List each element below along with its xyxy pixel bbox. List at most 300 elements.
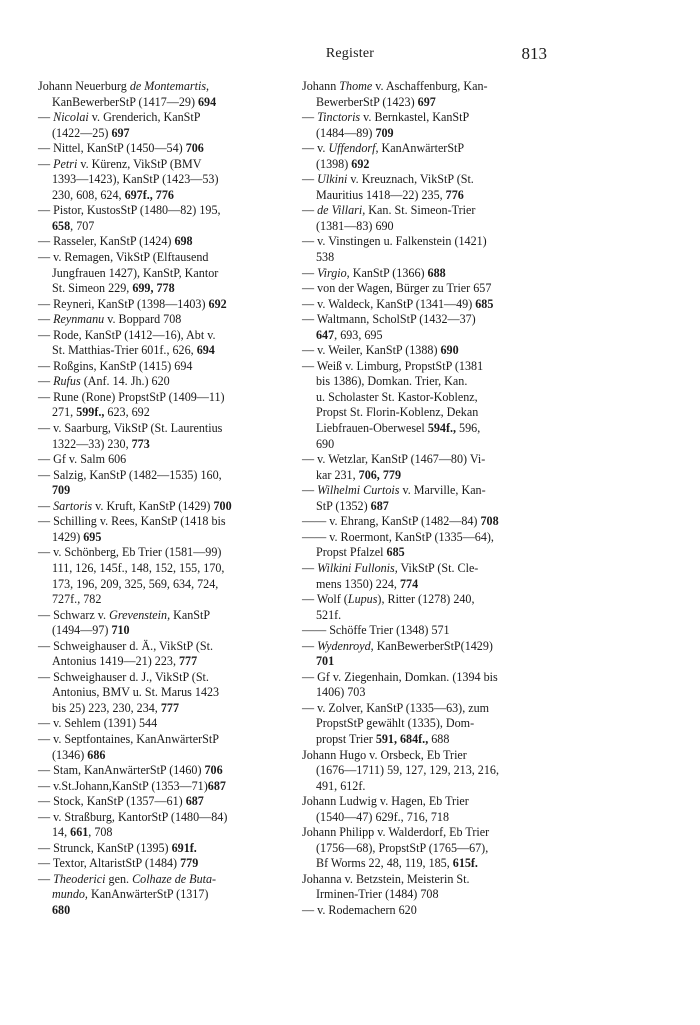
register-entry: [302, 685, 561, 701]
italic-name: Wilhelmi Curtois: [317, 483, 400, 498]
register-line: [38, 623, 296, 639]
page-reference: 690: [440, 343, 459, 358]
entry-text: 538: [316, 250, 335, 265]
entry-text: Johann Neuerburg: [38, 79, 130, 93]
register-entry: [302, 266, 561, 282]
register-entry: [302, 841, 561, 857]
page-reference: 701: [316, 654, 335, 669]
register-line: [302, 608, 561, 624]
register-entry: [38, 794, 296, 810]
entry-text: 1393—1423), KanStP (1423—53): [52, 172, 219, 187]
entry-text: Irminen-Trier (1484) 708: [316, 887, 439, 902]
entry-text: StP (1352): [316, 498, 371, 513]
register-entry: [38, 157, 296, 173]
page-header: [0, 44, 700, 66]
page-reference: 658: [52, 218, 71, 233]
register-entry: [38, 110, 296, 126]
register-entry: [38, 126, 296, 142]
register-line: [38, 250, 296, 266]
register-entry: [38, 468, 296, 484]
register-line: [302, 234, 561, 250]
register-entry: [302, 561, 561, 577]
entry-text: — Rune (Rone) PropstStP (1409—11): [38, 389, 225, 404]
entry-text: bis 25) 223, 230, 234,: [52, 700, 161, 715]
entry-text: (1484—89): [316, 125, 376, 140]
entry-text: — Nittel, KanStP (1450—54): [38, 141, 186, 156]
entry-text: (1756—68), PropstStP (1765—67),: [316, 840, 489, 855]
page-reference: 697: [417, 94, 436, 109]
entry-text: , 708: [88, 825, 113, 840]
italic-name: Thome: [339, 79, 373, 93]
entry-text: (1398): [316, 156, 352, 171]
entry-text: 1322—33) 230,: [52, 436, 132, 451]
entry-text: v. Kreuznach, VikStP (St.: [347, 172, 474, 187]
entry-text: Bf Worms 22, 48, 119, 185,: [316, 856, 453, 871]
register-entry: [38, 95, 296, 111]
entry-text: — v. Schönberg, Eb Trier (1581—99): [38, 545, 222, 560]
register-entry: [38, 188, 296, 204]
register-entry: [302, 654, 561, 670]
register-entry: [302, 514, 561, 530]
entry-text: v. Marville, Kan-: [399, 483, 486, 498]
register-entry: [302, 95, 561, 111]
entry-text: 623, 692: [104, 405, 150, 420]
page-reference: 695: [83, 529, 102, 544]
page-reference: 691f.: [171, 840, 197, 855]
italic-name: Rufus: [53, 374, 81, 389]
entry-text: —— v. Roermont, KanStP (1335—64),: [302, 529, 494, 544]
register-line: [302, 95, 561, 111]
register-line: [38, 188, 296, 204]
register-entry: [302, 530, 561, 546]
entry-text: —: [302, 110, 318, 125]
register-entry: [38, 281, 296, 297]
page-reference: 706: [185, 141, 204, 156]
right-column: [302, 79, 561, 919]
register-entry: [38, 779, 296, 795]
register-line: [38, 266, 296, 282]
page-reference: 692: [351, 156, 370, 171]
entry-text: propst Trier: [316, 731, 376, 746]
entry-text: , 707: [70, 218, 95, 233]
italic-name: de Montemartis,: [129, 79, 210, 93]
register-entry: [302, 297, 561, 313]
register-entry: [38, 374, 296, 390]
register-entry: [302, 203, 561, 219]
entry-text: (1540—47) 629f., 716, 718: [316, 809, 450, 824]
register-entry: [38, 639, 296, 655]
page-reference: 774: [399, 576, 419, 591]
entry-text: Antonius, BMV u. St. Marus 1423: [52, 685, 220, 700]
entry-text: 727f., 782: [52, 592, 102, 607]
register-entry: [302, 701, 561, 717]
entry-text: (1494—97): [52, 623, 112, 638]
entry-text: BewerberStP (1423): [316, 94, 418, 109]
entry-text: — v. Saarburg, VikStP (St. Laurentius: [38, 421, 223, 436]
page-reference: 700: [213, 498, 232, 513]
register-entry: [38, 654, 296, 670]
page-reference: 680: [52, 902, 71, 917]
page-reference: 647: [316, 327, 335, 342]
italic-name: Wilkini Fullonis,: [317, 560, 398, 575]
register-entry: [302, 110, 561, 126]
register-entry: [302, 483, 561, 499]
register-line: [302, 188, 561, 204]
register-line: [38, 794, 296, 810]
page-reference: 599f.,: [76, 405, 105, 420]
italic-name: Grevenstein,: [109, 607, 171, 622]
entry-text: Johann Hugo v. Orsbeck, Eb Trier: [302, 747, 467, 762]
entry-text: 1429): [52, 529, 84, 544]
register-line: [38, 685, 296, 701]
entry-text: —— Schöffe Trier (1348) 571: [302, 623, 450, 638]
register-entry: [302, 639, 561, 655]
register-entry: [302, 810, 561, 826]
entry-text: —: [38, 498, 54, 513]
entry-text: (1676—1711) 59, 127, 129, 213, 216,: [316, 763, 499, 778]
register-entry: [38, 437, 296, 453]
register-entry: [38, 250, 296, 266]
register-line: [302, 126, 561, 142]
register-line: [38, 499, 296, 515]
entry-text: 1406) 703: [316, 685, 366, 700]
register-entry: [38, 405, 296, 421]
register-line: [38, 748, 296, 764]
register-line: [302, 281, 561, 297]
register-entry: [38, 872, 296, 888]
entry-text: — v. Weiler, KanStP (1388): [302, 343, 441, 358]
page-reference: 776: [445, 187, 464, 202]
register-line: [38, 203, 296, 219]
running-title: Register: [325, 46, 375, 61]
register-entry: [38, 732, 296, 748]
entry-text: —: [38, 110, 54, 125]
entry-text: — v. Septfontaines, KanAnwärterStP: [38, 731, 219, 746]
entry-text: — v.St.Johann,KanStP (1353—71): [38, 778, 208, 793]
register-line: [302, 250, 561, 266]
register-entry: [302, 887, 561, 903]
register-line: [38, 374, 296, 390]
entry-text: —: [38, 374, 54, 389]
entry-text: — Salzig, KanStP (1482—1535) 160,: [38, 467, 222, 482]
register-line: [38, 95, 296, 111]
register-line: [302, 219, 561, 235]
entry-text: 491, 612f.: [316, 778, 366, 793]
register-line: [302, 732, 561, 748]
register-entry: [302, 716, 561, 732]
register-entry: [38, 701, 296, 717]
register-line: [38, 421, 296, 437]
entry-text: — Schweighauser d. J., VikStP (St.: [38, 669, 209, 684]
entry-text: — Pistor, KustosStP (1480—82) 195,: [38, 203, 221, 218]
register-line: [38, 219, 296, 235]
register-line: [302, 483, 561, 499]
register-line: [38, 670, 296, 686]
entry-text: (1381—83) 690: [316, 218, 394, 233]
register-line: [38, 545, 296, 561]
register-line: [38, 763, 296, 779]
entry-text: KanStP (1366): [349, 265, 428, 280]
register-entry: [38, 297, 296, 313]
page-reference: 685: [386, 545, 405, 560]
register-entry: [302, 157, 561, 173]
page-reference: 708: [480, 514, 499, 529]
entry-text: mens 1350) 224,: [316, 576, 400, 591]
register-entry: [38, 514, 296, 530]
entry-text: 690: [316, 436, 335, 451]
entry-text: Johanna v. Betzstein, Meisterin St.: [302, 871, 470, 886]
page-reference: 615f.: [452, 856, 478, 871]
register-entry: [302, 390, 561, 406]
entry-text: — Stam, KanAnwärterStP (1460): [38, 763, 205, 778]
register-entry: [302, 141, 561, 157]
register-line: [302, 343, 561, 359]
page-reference: 697f., 776: [124, 187, 174, 202]
page-reference: 661: [70, 825, 89, 840]
page-reference: 594f.,: [427, 421, 457, 436]
register-line: [302, 561, 561, 577]
entry-text: (1346): [52, 747, 88, 762]
register-line: [302, 312, 561, 328]
register-line: [38, 639, 296, 655]
register-line: [302, 716, 561, 732]
register-line: [302, 592, 561, 608]
page-reference: 710: [111, 623, 130, 638]
entry-text: — v. Remagen, VikStP (Elftausend: [38, 250, 209, 265]
entry-text: bis 1386), Domkan. Trier, Kan.: [316, 374, 468, 389]
register-line: [38, 126, 296, 142]
register-line: [302, 172, 561, 188]
register-line: [302, 841, 561, 857]
entry-text: v. Bernkastel, KanStP: [360, 110, 470, 125]
page-reference: 692: [208, 296, 227, 311]
register-entry: [38, 530, 296, 546]
page-reference: 777: [178, 654, 198, 669]
entry-text: Johann Philipp v. Walderdorf, Eb Trier: [302, 825, 490, 840]
register-entry: [302, 359, 561, 375]
register-line: [302, 701, 561, 717]
entry-text: Kan. St. Simeon-Trier: [365, 203, 476, 218]
entry-text: — Reyneri, KanStP (1398—1403): [38, 296, 209, 311]
entry-text: — v. Rodemachern 620: [302, 902, 417, 917]
entry-text: — Weiß v. Limburg, PropstStP (1381: [302, 358, 484, 373]
entry-text: 111, 126, 145f., 148, 152, 155, 170,: [52, 560, 225, 575]
entry-text: Mauritius 1418—22) 235,: [316, 187, 446, 202]
register-entry: [302, 608, 561, 624]
italic-name: Uffendorf,: [328, 141, 379, 156]
register-line: [302, 779, 561, 795]
register-line: [38, 79, 296, 95]
register-entry: [302, 374, 561, 390]
register-line: [38, 110, 296, 126]
register-line: [302, 654, 561, 670]
register-line: [302, 545, 561, 561]
register-line: [38, 530, 296, 546]
entry-text: — von der Wagen, Bürger zu Trier 657: [302, 281, 492, 296]
register-entry: [38, 359, 296, 375]
register-line: [302, 825, 561, 841]
entry-text: — Schwarz v.: [38, 607, 110, 622]
entry-text: PropstStP gewählt (1335), Dom-: [316, 716, 475, 731]
entry-text: KanAnwärterStP (1317): [87, 887, 209, 902]
entry-text: kar 231,: [316, 467, 359, 482]
register-line: [302, 903, 561, 919]
register-line: [38, 716, 296, 732]
register-entry: [38, 887, 296, 903]
register-entry: [38, 903, 296, 919]
register-entry: [302, 421, 561, 437]
register-entry: [302, 670, 561, 686]
italic-name: Sartoris: [53, 498, 93, 513]
register-line: [302, 794, 561, 810]
entry-text: — Gf v. Ziegenhain, Domkan. (1394 bis: [302, 669, 498, 684]
register-line: [302, 887, 561, 903]
register-line: [302, 405, 561, 421]
register-entry: [38, 234, 296, 250]
register-entry: [38, 452, 296, 468]
register-line: [38, 887, 296, 903]
register-line: [302, 685, 561, 701]
entry-text: — Wolf (: [302, 592, 348, 607]
entry-text: v. Kruft, KanStP (1429): [92, 498, 214, 513]
entry-text: St. Simeon 229,: [52, 281, 133, 296]
register-entry: [302, 468, 561, 484]
register-entry: [38, 685, 296, 701]
register-entry: [38, 561, 296, 577]
entry-text: Propst St. Florin-Koblenz, Dekan: [316, 405, 479, 420]
register-entry: [38, 172, 296, 188]
entry-text: —: [302, 203, 318, 218]
italic-name: Tinctoris: [317, 110, 361, 125]
italic-name: Theoderici: [53, 871, 106, 886]
register-line: [302, 437, 561, 453]
italic-name: Lupus: [347, 592, 378, 607]
entry-text: — v. Vinstingen u. Falkenstein (1421): [302, 234, 487, 249]
register-entry: [302, 748, 561, 764]
register-entry: [302, 234, 561, 250]
entry-text: —: [38, 312, 54, 327]
entry-text: — v. Zolver, KanStP (1335—63), zum: [302, 700, 490, 715]
entry-text: Liebfrauen-Oberwesel: [316, 421, 428, 436]
register-line: [302, 141, 561, 157]
register-line: [302, 297, 561, 313]
entry-text: v. Aschaffenburg, Kan-: [372, 79, 488, 93]
register-line: [302, 577, 561, 593]
register-line: [302, 110, 561, 126]
register-entry: [38, 856, 296, 872]
page-reference: 686: [87, 747, 106, 762]
entry-text: — Rode, KanStP (1412—16), Abt v.: [38, 327, 216, 342]
entry-text: — Textor, AltaristStP (1484): [38, 856, 181, 871]
register-line: [302, 421, 561, 437]
entry-text: Johann Ludwig v. Hagen, Eb Trier: [302, 794, 469, 809]
register-line: [38, 701, 296, 717]
entry-text: KanStP: [170, 607, 211, 622]
register-line: [38, 841, 296, 857]
register-entry: [302, 577, 561, 593]
page-reference: 697: [111, 125, 130, 140]
page-reference: 591, 684f.,: [375, 731, 429, 746]
entry-text: 14,: [52, 825, 71, 840]
register-entry: [38, 203, 296, 219]
register-entry: [302, 623, 561, 639]
page-reference: 777: [160, 700, 179, 715]
register-entry: [38, 328, 296, 344]
register-entry: [38, 545, 296, 561]
register-entry: [302, 79, 561, 95]
register-entry: [38, 343, 296, 359]
register-entry: [302, 437, 561, 453]
register-line: [38, 903, 296, 919]
entry-text: — Strunck, KanStP (1395): [38, 840, 172, 855]
register-entry: [38, 390, 296, 406]
register-line: [302, 856, 561, 872]
italic-name: Wydenroyd,: [317, 638, 374, 653]
register-line: [38, 514, 296, 530]
entry-text: — v. Sehlem (1391) 544: [38, 716, 158, 731]
register-entry: [38, 421, 296, 437]
entry-text: (Anf. 14. Jh.) 620: [80, 374, 170, 389]
register-line: [38, 452, 296, 468]
entry-text: —: [302, 483, 318, 498]
entry-text: KanBewerberStP (1417—29): [52, 94, 198, 109]
page-reference: 694: [198, 94, 217, 109]
italic-name: Virgio,: [317, 265, 350, 280]
register-line: [38, 405, 296, 421]
register-entry: [38, 219, 296, 235]
page-number: 813: [521, 44, 547, 63]
register-line: [302, 623, 561, 639]
register-entry: [302, 872, 561, 888]
entry-text: —: [302, 638, 318, 653]
register-entry: [38, 577, 296, 593]
italic-name: Colhaze de Buta-: [132, 871, 217, 886]
register-entry: [302, 219, 561, 235]
page-reference: 773: [131, 436, 150, 451]
entry-text: Jungfrauen 1427), KanStP, Kantor: [52, 265, 219, 280]
register-line: [38, 732, 296, 748]
entry-text: v. Grenderich, KanStP: [88, 110, 201, 125]
register-entry: [38, 79, 296, 95]
register-entry: [302, 794, 561, 810]
entry-text: v. Boppard 708: [104, 312, 182, 327]
register-entry: [38, 825, 296, 841]
entry-text: — Waltmann, ScholStP (1432—37): [302, 312, 476, 327]
register-line: [38, 468, 296, 484]
register-line: [38, 390, 296, 406]
register-entry: [302, 825, 561, 841]
register-line: [302, 810, 561, 826]
register-entry: [302, 452, 561, 468]
register-line: [38, 608, 296, 624]
italic-name: Reynmanu: [53, 312, 105, 327]
entry-text: — v. Wetzlar, KanStP (1467—80) Vi-: [302, 452, 486, 467]
page-reference: 706, 779: [358, 467, 401, 482]
page-reference: 687: [370, 498, 389, 513]
register-entry: [302, 545, 561, 561]
italic-name: de Villari,: [317, 203, 366, 218]
entry-text: — v. Straßburg, KantorStP (1480—84): [38, 809, 228, 824]
register-entry: [302, 343, 561, 359]
entry-text: VikStP (St. Cle-: [397, 560, 479, 575]
entry-text: 596,: [456, 421, 481, 436]
register-entry: [38, 748, 296, 764]
entry-text: —: [302, 560, 318, 575]
register-entry: [38, 592, 296, 608]
entry-text: v. Kürenz, VikStP (BMV: [77, 156, 202, 171]
register-line: [38, 577, 296, 593]
entry-text: — v. Waldeck, KanStP (1341—49): [302, 296, 476, 311]
